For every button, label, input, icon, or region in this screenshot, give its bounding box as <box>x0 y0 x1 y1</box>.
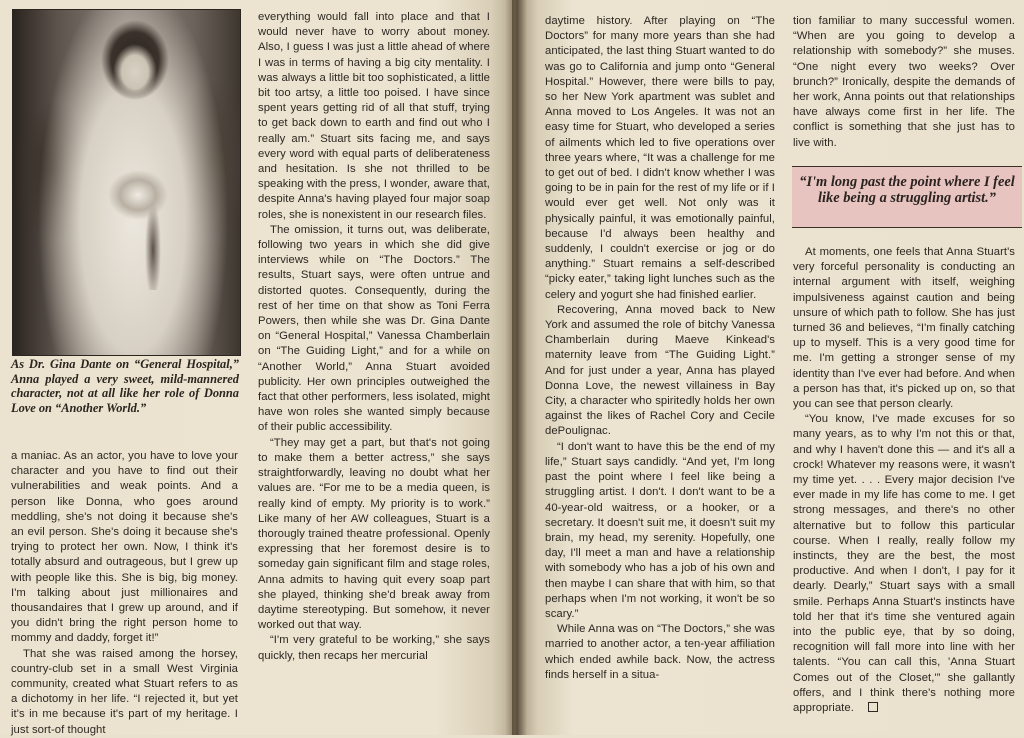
paragraph: Recovering, Anna moved back to New York and assumed the role of bitchy Vanessa Chamberlain during Maeve Kinkead's maternity leave from “The Guiding Light.” And for just under a year, Anna has played Donna Love, the newest villainess in Bay City, a character who spiritedly holds her own against the likes of Rachel Cory and Cecile dePoulignac. <box>545 303 775 438</box>
paragraph: daytime history. After playing on “The Doctors” for many more years than she had anticipated, the last thing Stuart wanted to do was go to California and jump onto “General Hospital.” However, there were bills to pay, so her New York apartment was sublet and Anna moved to Los Angeles. It was not an easy time for Stuart, who developed a series of ailments which led to five operations over three years where, “It was a challenge for me to get out of bed. I didn't know whether I was going to be in pain for the rest of my life or if I would ever get well. Not only was it physically painful, it was emotionally painful, because I'd always been healthy and suddenly, I couldn't exercise or jog or do anything.” Stuart remains a self-described “picky eater,” taking light lunches such as the celery and yogurt she had finished earlier. <box>545 15 775 301</box>
paragraph: “I don't want to have this be the end of my life,” Stuart says candidly. “And yet, I'm long past the point where I feel like being a struggling artist. I don't. I don't want to be a 40-year-old waitress, or a hooker, or a secretary. It doesn't suit me, it doesn't suit my brain, my head, my serenity. Hopefully, one day, I'll meet a man and have a relationship with somebody who has a job of his own and then maybe I can share that with him, so that perhaps when I'm not working, it won't be so scary.” <box>545 440 775 620</box>
pull-quote-box <box>792 166 1022 228</box>
article-column-2 <box>258 10 490 664</box>
article-column-1 <box>11 449 238 738</box>
paragraph: everything would fall into place and that I would never have to worry about money. Also, I guess I was just a little ahead of where I was in terms of having a big city mentality. I was always a little bit too sophisticated, a little bit too artsy, a little too poised. I have since spent years getting rid of all that stuff, trying to get back down to earth and find out who I really am.” Stuart sits facing me, and says every word with equal parts of deliberateness and hesitation. Is she not thrilled to be speaking with the press, I wonder, aware that, despite Anna's having played four major soap roles, she is nonexistent in our research files. <box>258 11 490 221</box>
paragraph: The omission, it turns out, was deliberate, following two years in which she did give interviews while on “The Doctors.” The results, Stuart says, were often untrue and distorted quotes. Consequently, during the rest of her time on that show as Toni Ferra Powers, then while she was Dr. Gina Dante on “General Hospital,” Vanessa Chamberlain on “The Guiding Light,” and for a while on “Another World,” Anna Stuart avoided publicity. Her own principles outweighed the fact that other performers, less isolated, might have won roles she wanted simply because of their public accessibility. <box>258 223 490 434</box>
paragraph: tion familiar to many successful women. “When are you going to develop a relationship with somebody?” she muses. “One night every two weeks? Over brunch?” Ironically, despite the demands of her work, Anna points out that relationships have always come first in her life. The conflict is something that she just has to live with. <box>793 15 1015 149</box>
bride-photo <box>12 9 241 356</box>
article-column-4-bottom <box>793 245 1015 716</box>
paragraph: At moments, one feels that Anna Stuart's very forceful personality is conducting an internal argument with itself, weighing impulsiveness against caution and being unsure of which path to follow. She has just turned 36 and believes, “I'm finally catching up to myself. This is a very good time for me. I'm getting a stronger sense of my identity than I've ever had before. And when a person has that, it's picked up on, so that you can see that person clearly. <box>793 246 1015 411</box>
paragraph: “I'm very grateful to be working,” she says quickly, then recaps her mercurial <box>258 634 490 662</box>
bouquet-image-detail <box>108 170 168 290</box>
paragraph: a maniac. As an actor, you have to love your character and you have to find out their vulnerabilities and weak points. And a person like Donna, who goes around meddling, she's not doing it because she's an evil person. She's doing it because she's trying to protect her own. Now, I think it's totally absurd and outrageous, but I grew up with people like this. She is big, big money. I'm talking about just millionaires and thousandaires that I grew up around, and if you didn't bring the right person home to mommy and daddy, forget it!” <box>11 450 238 645</box>
paragraph-text: “You know, I've made excuses for so many years, as to why I'm not this or that, and why I haven't done this — and it's all a crock! Whatever my reasons were, it wasn't my time yet. . . . Every major decision I've ever made in my life has come to me. I get strong messages, and there's no other alternative but to follow this particular course. When I really, really follow my instincts, they are the best, the most productive. And when I don't, I pay for it dearly. Dearly,” Stuart says with a small smile. Perhaps Anna Stuart's instincts have told her that it's time she ventured again into the public eye, that by so doing, recognition will fall more into line with her talents. “You can call this, 'Anna Stuart Comes out of the Closet,'” she gallantly offers, and I think there's nothing more appropriate. <box>793 413 1015 715</box>
paragraph <box>793 412 1015 716</box>
end-of-article-square-icon <box>868 702 878 712</box>
book-gutter <box>505 0 527 735</box>
pull-quote-text: “I'm long past the point where I feel like being a struggling artist.” <box>799 174 1015 206</box>
photo-caption: As Dr. Gina Dante on “General Hospital,” Anna played a very sweet, mild-mannered character, not at all like her role of Donna Love on “Another World.” <box>11 357 239 415</box>
article-column-3 <box>545 14 775 683</box>
paragraph: That she was raised among the horsey, country-club set in a small West Virginia community, created what Stuart refers to as a dichotomy in her life. “I rejected it, but yet it's in me because it's part of my heritage. I just sort-of thought <box>11 647 238 736</box>
paragraph: “They may get a part, but that's not going to make them a better actress,” she says straightforwardly, leaving no doubt what her values are. “For me to be a media queen, is really kind of empty. My priority is to work.” Like many of her AW colleagues, Stuart is a thorougly trained theatre professional. Openly expressing that her foremost desire is to someday gain significant film and stage roles, Anna admits to having quit every soap part she played, thinking she'd break away from daytime stereotyping. But somehow, it never worked out that way. <box>258 436 490 632</box>
article-column-4-top <box>793 14 1015 151</box>
paragraph: While Anna was on “The Doctors,” she was married to another actor, a ten-year affiliation which ended awhile back. Now, the actress finds herself in a situa- <box>545 623 775 681</box>
